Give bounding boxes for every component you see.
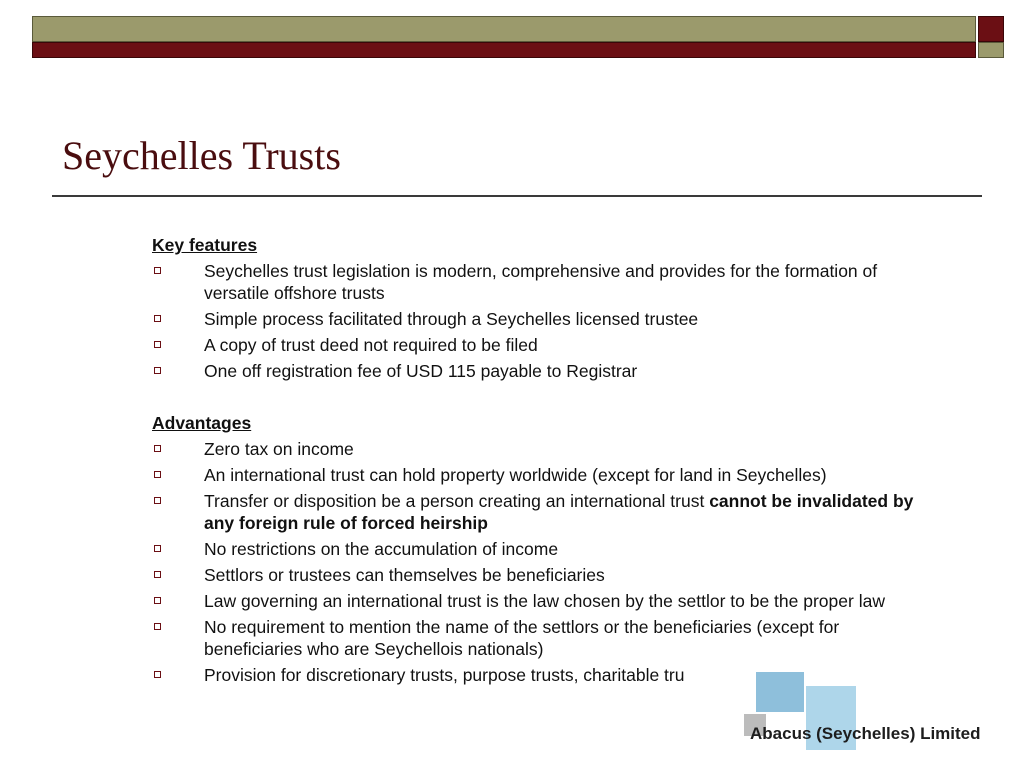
key-features-list <box>152 260 942 382</box>
list-item <box>152 438 942 460</box>
list-item-text: Provision for discretionary trusts, purpose trusts, charitable tru <box>204 665 685 685</box>
square-bullet-icon <box>154 671 161 678</box>
square-bullet-icon <box>154 545 161 552</box>
list-item-text: Settlors or trustees can themselves be beneficiaries <box>204 565 605 585</box>
list-item-text: No restrictions on the accumulation of income <box>204 539 559 559</box>
title-divider <box>52 195 982 197</box>
banner-corner-olive <box>978 42 1004 58</box>
banner-maroon-bar <box>32 42 976 58</box>
square-bullet-icon <box>154 471 161 478</box>
square-bullet-icon <box>154 597 161 604</box>
square-bullet-icon <box>154 341 161 348</box>
list-item <box>152 538 942 560</box>
key-features-heading: Key features <box>152 235 258 255</box>
list-item-text: A copy of trust deed not required to be filed <box>204 335 538 355</box>
company-logo-text: Abacus (Seychelles) Limited <box>750 724 981 743</box>
list-item <box>152 590 942 612</box>
advantages-list <box>152 438 942 686</box>
list-item-text: Simple process facilitated through a Seychelles licensed trustee <box>204 309 699 329</box>
list-item <box>152 464 942 486</box>
slide-title: Seychelles Trusts <box>62 133 341 178</box>
list-item <box>152 664 942 686</box>
square-bullet-icon <box>154 267 161 274</box>
list-item-text: Transfer or disposition be a person creating an international trust <box>204 491 710 511</box>
list-item <box>152 260 942 304</box>
advantages-heading: Advantages <box>152 413 252 433</box>
list-item-bold-text: cannot be invalidated by any foreign rule of forced heirship <box>204 491 914 533</box>
list-item <box>152 616 942 660</box>
list-item-text: An international trust can hold property worldwide (except for land in Seychelles) <box>204 465 827 485</box>
square-bullet-icon <box>154 315 161 322</box>
list-item-text: Seychelles trust legislation is modern, comprehensive and provides for the formation of versatile offshore trusts <box>204 261 878 303</box>
list-item <box>152 308 942 330</box>
list-item-text: One off registration fee of USD 115 payable to Registrar <box>204 361 638 381</box>
square-bullet-icon <box>154 445 161 452</box>
slide-body <box>152 234 942 690</box>
list-item <box>152 564 942 586</box>
banner-corner-maroon <box>978 16 1004 42</box>
list-item-text: Zero tax on income <box>204 439 354 459</box>
square-bullet-icon <box>154 367 161 374</box>
square-bullet-icon <box>154 623 161 630</box>
list-item <box>152 490 942 534</box>
square-bullet-icon <box>154 571 161 578</box>
list-item-text: No requirement to mention the name of the settlors or the beneficiaries (except for beneficiaries who are Seychellois nationals) <box>204 617 840 659</box>
list-item-text: Law governing an international trust is the law chosen by the settlor to be the proper law <box>204 591 885 611</box>
square-bullet-icon <box>154 497 161 504</box>
banner-olive-bar <box>32 16 976 42</box>
list-item <box>152 334 942 356</box>
logo-square-blue <box>756 672 804 712</box>
list-item <box>152 360 942 382</box>
